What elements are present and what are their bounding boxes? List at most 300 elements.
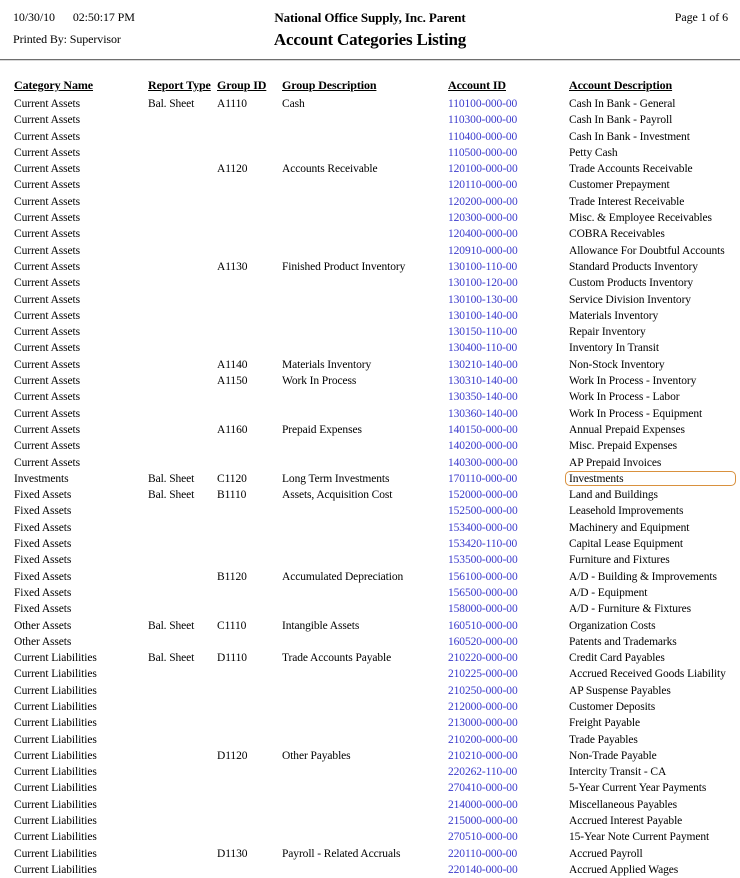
account-description-cell: Freight Payable xyxy=(569,717,640,730)
account-id-link[interactable]: 220140-000-00 xyxy=(448,863,518,876)
account-description-cell: 15-Year Note Current Payment xyxy=(569,831,710,844)
report-type-cell xyxy=(148,259,217,275)
group-description-cell: Materials Inventory xyxy=(282,358,372,371)
table-row xyxy=(14,829,726,845)
group-id-cell: C1120 xyxy=(217,472,247,485)
category-name-cell: Current Liabilities xyxy=(14,863,97,876)
group-description-cell xyxy=(282,520,448,536)
account-id-link[interactable]: 213000-000-00 xyxy=(448,717,518,730)
category-name-cell: Current Liabilities xyxy=(14,847,97,860)
table-row xyxy=(14,748,726,764)
group-description-cell xyxy=(282,699,448,715)
table-row xyxy=(14,373,726,389)
category-name-cell: Current Assets xyxy=(14,228,80,241)
account-id-link[interactable]: 110500-000-00 xyxy=(448,146,518,159)
group-id-cell xyxy=(217,177,282,193)
table-row xyxy=(14,259,726,275)
report-type-cell xyxy=(148,226,217,242)
account-description-cell: Allowance For Doubtful Accounts xyxy=(569,244,725,257)
account-id-link[interactable]: 130350-140-00 xyxy=(448,391,518,404)
table-row xyxy=(14,389,726,405)
report-type-cell xyxy=(148,177,217,193)
account-id-link[interactable]: 210210-000-00 xyxy=(448,749,518,762)
group-id-cell: A1130 xyxy=(217,260,248,273)
account-id-link[interactable]: 270410-000-00 xyxy=(448,782,518,795)
account-description-cell: Petty Cash xyxy=(569,146,618,159)
report-type-cell xyxy=(148,389,217,405)
category-name-cell: Current Assets xyxy=(14,391,80,404)
group-id-cell xyxy=(217,585,282,601)
account-description-cell: A/D - Furniture & Fixtures xyxy=(569,603,691,616)
table-row xyxy=(14,797,726,813)
table-row xyxy=(14,161,726,177)
group-id-cell: B1120 xyxy=(217,570,247,583)
table-row xyxy=(14,145,726,161)
category-name-cell: Current Assets xyxy=(14,163,80,176)
account-description-cell: A/D - Equipment xyxy=(569,586,648,599)
account-description-cell: Standard Products Inventory xyxy=(569,260,698,273)
table-row xyxy=(14,666,726,682)
category-name-cell: Current Assets xyxy=(14,277,80,290)
account-description-cell: Miscellaneous Payables xyxy=(569,798,677,811)
category-name-cell: Current Assets xyxy=(14,326,80,339)
table-row xyxy=(14,552,726,568)
category-name-cell: Fixed Assets xyxy=(14,505,72,518)
group-description-cell: Payroll - Related Accruals xyxy=(282,847,401,860)
category-name-cell: Current Liabilities xyxy=(14,700,97,713)
account-description-cell xyxy=(569,471,726,487)
account-id-link[interactable]: 214000-000-00 xyxy=(448,798,518,811)
category-name-cell: Other Assets xyxy=(14,635,72,648)
group-description-cell xyxy=(282,683,448,699)
group-id-cell xyxy=(217,601,282,617)
table-body xyxy=(14,96,726,878)
group-id-cell xyxy=(217,699,282,715)
category-name-cell: Current Liabilities xyxy=(14,668,97,681)
group-description-cell xyxy=(282,536,448,552)
category-name-cell: Current Assets xyxy=(14,98,80,110)
table-header-row xyxy=(14,61,726,96)
group-id-cell xyxy=(217,340,282,356)
category-name-cell: Fixed Assets xyxy=(14,586,72,599)
category-name-cell: Current Liabilities xyxy=(14,815,97,828)
account-description-cell: Accrued Received Goods Liability xyxy=(569,668,726,681)
report-type-cell xyxy=(148,357,217,373)
table-row xyxy=(14,112,726,128)
group-id-cell xyxy=(217,194,282,210)
account-description-cell: Customer Prepayment xyxy=(569,179,670,192)
report-type-cell: Bal. Sheet xyxy=(148,619,195,632)
group-description-cell xyxy=(282,601,448,617)
group-description-cell: Prepaid Expenses xyxy=(282,423,362,436)
report-type-cell xyxy=(148,324,217,340)
account-id-link[interactable]: 270510-000-00 xyxy=(448,831,518,844)
account-id-link[interactable]: 158000-000-00 xyxy=(448,603,518,616)
report-type-cell: Bal. Sheet xyxy=(148,472,195,485)
table-row xyxy=(14,634,726,650)
report-type-cell xyxy=(148,569,217,585)
table-row xyxy=(14,780,726,796)
account-description-cell: Trade Payables xyxy=(569,733,638,746)
account-id-link[interactable]: 110400-000-00 xyxy=(448,130,518,143)
report-type-cell xyxy=(148,585,217,601)
group-id-cell xyxy=(217,145,282,161)
group-description-cell: Other Payables xyxy=(282,749,351,762)
account-id-link[interactable]: 210225-000-00 xyxy=(448,668,518,681)
table-row xyxy=(14,194,726,210)
account-description-cell: Repair Inventory xyxy=(569,326,646,339)
group-id-cell: A1150 xyxy=(217,375,248,388)
table-row xyxy=(14,503,726,519)
group-id-cell xyxy=(217,764,282,780)
group-description-cell: Finished Product Inventory xyxy=(282,260,406,273)
table-row xyxy=(14,536,726,552)
group-description-cell xyxy=(282,455,448,471)
account-description-cell: Credit Card Payables xyxy=(569,652,665,665)
group-description-cell xyxy=(282,406,448,422)
category-name-cell: Current Liabilities xyxy=(14,684,97,697)
group-description-cell xyxy=(282,389,448,405)
report-type-cell xyxy=(148,683,217,699)
group-id-cell xyxy=(217,683,282,699)
account-id-link[interactable]: 160520-000-00 xyxy=(448,635,518,648)
group-description-cell xyxy=(282,666,448,682)
report-type-cell xyxy=(148,634,217,650)
report-type-cell xyxy=(148,292,217,308)
group-description-cell: Cash xyxy=(282,98,305,110)
group-id-cell xyxy=(217,536,282,552)
group-description-cell xyxy=(282,226,448,242)
account-id-link[interactable]: 210250-000-00 xyxy=(448,684,518,697)
report-type-cell xyxy=(148,275,217,291)
group-description-cell xyxy=(282,308,448,324)
account-description-cell: Cash In Bank - General xyxy=(569,98,676,110)
table-row xyxy=(14,422,726,438)
report-type-cell xyxy=(148,210,217,226)
category-name-cell: Current Liabilities xyxy=(14,798,97,811)
account-description-cell: Furniture and Fixtures xyxy=(569,554,670,567)
group-id-cell: A1120 xyxy=(217,163,248,176)
group-description-cell: Assets, Acquisition Cost xyxy=(282,489,393,502)
account-description-cell: Patents and Trademarks xyxy=(569,635,677,648)
report-type-cell xyxy=(148,194,217,210)
table-row xyxy=(14,732,726,748)
category-name-cell: Investments xyxy=(14,472,69,485)
account-id-link[interactable]: 153420-110-00 xyxy=(448,538,518,551)
category-name-cell: Current Assets xyxy=(14,358,80,371)
table-row xyxy=(14,275,726,291)
account-id-link[interactable]: 120300-000-00 xyxy=(448,212,518,225)
account-id-link[interactable]: 152000-000-00 xyxy=(448,489,518,502)
selection-highlight[interactable]: Investments xyxy=(565,471,736,486)
account-id-link[interactable]: 156100-000-00 xyxy=(448,570,518,583)
group-description-cell: Work In Process xyxy=(282,375,357,388)
account-description-cell: Trade Interest Receivable xyxy=(569,195,685,208)
column-header-report-type: Report Type xyxy=(148,78,211,92)
group-description-cell xyxy=(282,243,448,259)
table-row xyxy=(14,96,726,112)
report-type-cell xyxy=(148,520,217,536)
report-type-cell xyxy=(148,813,217,829)
account-id-link[interactable]: 215000-000-00 xyxy=(448,815,518,828)
report-type-cell xyxy=(148,455,217,471)
group-id-cell xyxy=(217,780,282,796)
account-description-cell: Land and Buildings xyxy=(569,489,658,502)
table-row xyxy=(14,243,726,259)
report-type-cell xyxy=(148,732,217,748)
report-header xyxy=(0,0,740,59)
column-header-group-description: Group Description xyxy=(282,78,377,92)
report-type-cell: Bal. Sheet xyxy=(148,489,195,502)
group-description-cell xyxy=(282,732,448,748)
group-id-cell: D1130 xyxy=(217,847,248,860)
report-type-cell xyxy=(148,748,217,764)
printed-by: Printed By: Supervisor xyxy=(13,32,121,46)
table-row xyxy=(14,177,726,193)
account-id-link[interactable]: 220110-000-00 xyxy=(448,847,518,860)
table-row xyxy=(14,292,726,308)
category-name-cell: Current Liabilities xyxy=(14,782,97,795)
report-type-cell xyxy=(148,780,217,796)
account-id-link[interactable]: 120200-000-00 xyxy=(448,195,518,208)
group-description-cell xyxy=(282,797,448,813)
category-name-cell: Current Liabilities xyxy=(14,652,97,665)
report-type-cell xyxy=(148,406,217,422)
account-id-link[interactable]: 210200-000-00 xyxy=(448,733,518,746)
account-id-link[interactable]: 120110-000-00 xyxy=(448,179,518,192)
account-id-link[interactable]: 130100-130-00 xyxy=(448,293,518,306)
group-id-cell xyxy=(217,813,282,829)
category-name-cell: Current Assets xyxy=(14,309,80,322)
group-description-cell: Accumulated Depreciation xyxy=(282,570,404,583)
group-id-cell xyxy=(217,308,282,324)
account-id-link[interactable]: 130100-110-00 xyxy=(448,260,518,273)
account-id-link[interactable]: 130400-110-00 xyxy=(448,342,518,355)
account-id-link[interactable]: 130210-140-00 xyxy=(448,358,518,371)
group-id-cell xyxy=(217,112,282,128)
category-name-cell: Current Assets xyxy=(14,293,80,306)
report-type-cell xyxy=(148,422,217,438)
group-description-cell xyxy=(282,715,448,731)
group-id-cell: A1140 xyxy=(217,358,248,371)
group-id-cell xyxy=(217,552,282,568)
group-id-cell xyxy=(217,389,282,405)
category-name-cell: Current Assets xyxy=(14,195,80,208)
account-id-link[interactable]: 130100-140-00 xyxy=(448,309,518,322)
category-name-cell: Current Assets xyxy=(14,407,80,420)
account-id-link[interactable]: 140150-000-00 xyxy=(448,423,518,436)
account-description-cell: Capital Lease Equipment xyxy=(569,538,683,551)
report-type-cell xyxy=(148,797,217,813)
account-id-link[interactable]: 160510-000-00 xyxy=(448,619,518,632)
account-id-link[interactable]: 220262-110-00 xyxy=(448,766,518,779)
table-row xyxy=(14,618,726,634)
account-id-link[interactable]: 120400-000-00 xyxy=(448,228,518,241)
table-row xyxy=(14,438,726,454)
account-id-link[interactable]: 110300-000-00 xyxy=(448,114,518,127)
account-id-link[interactable]: 212000-000-00 xyxy=(448,700,518,713)
group-id-cell xyxy=(217,715,282,731)
report-type-cell xyxy=(148,699,217,715)
account-id-link[interactable]: 140200-000-00 xyxy=(448,440,518,453)
group-id-cell xyxy=(217,829,282,845)
column-header-group-id: Group ID xyxy=(217,78,267,92)
account-id-link[interactable]: 130100-120-00 xyxy=(448,277,518,290)
category-name-cell: Current Liabilities xyxy=(14,717,97,730)
group-description-cell xyxy=(282,177,448,193)
group-id-cell: B1110 xyxy=(217,489,247,502)
category-name-cell: Fixed Assets xyxy=(14,489,72,502)
table-row xyxy=(14,357,726,373)
account-description-cell: Cash In Bank - Payroll xyxy=(569,114,673,127)
report-type-cell xyxy=(148,536,217,552)
group-description-cell xyxy=(282,145,448,161)
table-row xyxy=(14,601,726,617)
table-row xyxy=(14,406,726,422)
report-type-cell: Bal. Sheet xyxy=(148,98,195,110)
category-name-cell: Fixed Assets xyxy=(14,521,72,534)
account-description-cell: Customer Deposits xyxy=(569,700,656,713)
category-name-cell: Fixed Assets xyxy=(14,554,72,567)
table-row xyxy=(14,471,726,487)
account-description-cell: Non-Stock Inventory xyxy=(569,358,665,371)
group-id-cell xyxy=(217,520,282,536)
column-header-account-description: Account Description xyxy=(569,78,673,92)
category-name-cell: Fixed Assets xyxy=(14,570,72,583)
column-header-account-id: Account ID xyxy=(448,78,506,92)
account-id-link[interactable]: 210220-000-00 xyxy=(448,652,518,665)
table-row xyxy=(14,846,726,862)
group-id-cell xyxy=(217,455,282,471)
group-id-cell xyxy=(217,324,282,340)
group-id-cell xyxy=(217,275,282,291)
account-description-cell: 5-Year Current Year Payments xyxy=(569,782,707,795)
header-center xyxy=(0,10,740,50)
account-description-cell: Cash In Bank - Investment xyxy=(569,130,690,143)
table-row xyxy=(14,650,726,666)
group-description-cell xyxy=(282,324,448,340)
table-row xyxy=(14,569,726,585)
account-description-cell: Work In Process - Inventory xyxy=(569,375,697,388)
account-id-link[interactable]: 140300-000-00 xyxy=(448,456,518,469)
account-description-cell: AP Prepaid Invoices xyxy=(569,456,662,469)
table-row xyxy=(14,226,726,242)
table-row xyxy=(14,813,726,829)
account-categories-table xyxy=(14,61,726,878)
report-type-cell xyxy=(148,161,217,177)
category-name-cell: Current Assets xyxy=(14,260,80,273)
category-name-cell: Current Liabilities xyxy=(14,766,97,779)
group-description-cell xyxy=(282,552,448,568)
table-row xyxy=(14,683,726,699)
account-description-cell: Inventory In Transit xyxy=(569,342,660,355)
account-description-cell: Misc. & Employee Receivables xyxy=(569,212,712,225)
report-type-cell: Bal. Sheet xyxy=(148,652,195,665)
account-id-link[interactable]: 130360-140-00 xyxy=(448,407,518,420)
account-description-cell: Custom Products Inventory xyxy=(569,277,693,290)
category-name-cell: Fixed Assets xyxy=(14,603,72,616)
page-indicator: Page 1 of 6 xyxy=(674,10,728,24)
group-id-cell xyxy=(217,292,282,308)
table-row xyxy=(14,324,726,340)
category-name-cell: Fixed Assets xyxy=(14,538,72,551)
group-id-cell: C1110 xyxy=(217,619,247,632)
account-id-link[interactable]: 156500-000-00 xyxy=(448,586,518,599)
account-id-link[interactable]: 153400-000-00 xyxy=(448,521,518,534)
account-id-link[interactable]: 110100-000-00 xyxy=(448,98,518,110)
group-id-cell xyxy=(217,503,282,519)
group-description-cell xyxy=(282,194,448,210)
account-description-cell: Annual Prepaid Expenses xyxy=(569,423,685,436)
report-type-cell xyxy=(148,715,217,731)
category-name-cell: Current Assets xyxy=(14,423,80,436)
account-description-cell: Misc. Prepaid Expenses xyxy=(569,440,677,453)
report-type-cell xyxy=(148,129,217,145)
category-name-cell: Current Assets xyxy=(14,440,80,453)
account-id-link[interactable]: 152500-000-00 xyxy=(448,505,518,518)
report-type-cell xyxy=(148,145,217,161)
group-id-cell xyxy=(217,129,282,145)
account-description-cell: Non-Trade Payable xyxy=(569,749,657,762)
group-id-cell: A1110 xyxy=(217,98,247,110)
table-row xyxy=(14,308,726,324)
account-id-link[interactable]: 170110-000-00 xyxy=(448,472,518,485)
report-title: Account Categories Listing xyxy=(273,30,467,49)
report-type-cell xyxy=(148,308,217,324)
group-id-cell xyxy=(217,634,282,650)
table-row xyxy=(14,715,726,731)
account-description-cell: Organization Costs xyxy=(569,619,656,632)
group-description-cell xyxy=(282,438,448,454)
group-id-cell: A1160 xyxy=(217,423,248,436)
group-description-cell xyxy=(282,112,448,128)
report-type-cell xyxy=(148,503,217,519)
account-id-link[interactable]: 120100-000-00 xyxy=(448,163,518,176)
group-id-cell: D1120 xyxy=(217,749,248,762)
group-id-cell xyxy=(217,243,282,259)
account-id-link[interactable]: 153500-000-00 xyxy=(448,554,518,567)
account-id-link[interactable]: 120910-000-00 xyxy=(448,244,518,257)
group-description-cell: Trade Accounts Payable xyxy=(282,652,392,665)
report-type-cell xyxy=(148,243,217,259)
report-type-cell xyxy=(148,373,217,389)
report-type-cell xyxy=(148,666,217,682)
table-row xyxy=(14,585,726,601)
group-description-cell xyxy=(282,292,448,308)
account-description-cell: A/D - Building & Improvements xyxy=(569,570,717,583)
category-name-cell: Current Assets xyxy=(14,146,80,159)
category-name-cell: Current Assets xyxy=(14,342,80,355)
report-type-cell xyxy=(148,601,217,617)
report-date: 10/30/10 xyxy=(13,10,55,24)
account-description-cell: Service Division Inventory xyxy=(569,293,691,306)
category-name-cell: Current Assets xyxy=(14,179,80,192)
account-id-link[interactable]: 130310-140-00 xyxy=(448,375,518,388)
category-name-cell: Current Assets xyxy=(14,212,80,225)
account-description-cell: Trade Accounts Receivable xyxy=(569,163,693,176)
group-description-cell xyxy=(282,210,448,226)
group-id-cell xyxy=(217,226,282,242)
account-description-cell: Work In Process - Labor xyxy=(569,391,680,404)
group-description-cell: Intangible Assets xyxy=(282,619,360,632)
group-description-cell xyxy=(282,503,448,519)
account-id-link[interactable]: 130150-110-00 xyxy=(448,326,518,339)
category-name-cell: Current Liabilities xyxy=(14,749,97,762)
group-id-cell xyxy=(217,406,282,422)
table-row xyxy=(14,210,726,226)
column-header-category-name: Category Name xyxy=(14,78,94,92)
account-description-cell: Intercity Transit - CA xyxy=(569,766,667,779)
